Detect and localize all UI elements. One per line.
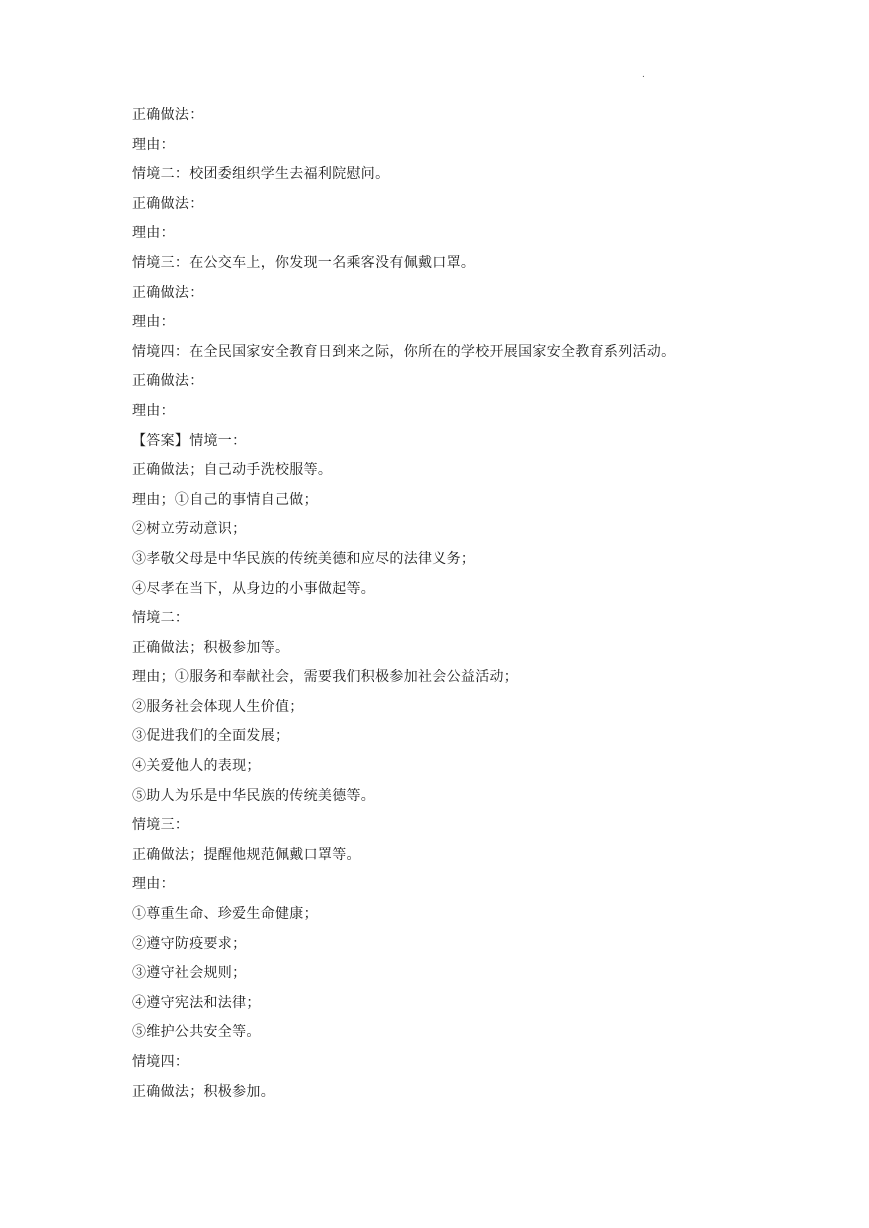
line-practice-2: 正确做法： [132, 195, 204, 212]
answer-3-practice: 正确做法；提醒他规范佩戴口罩等。 [132, 846, 361, 863]
line-practice-1: 正确做法： [132, 107, 204, 123]
line-scenario-4: 情境四：在全民国家安全教育日到来之际，你所在的学校开展国家安全教育系列活动。 [132, 343, 676, 360]
line-practice-4: 正确做法： [132, 373, 204, 390]
answer-3-heading: 情境三： [132, 817, 190, 834]
answer-2-reason-4: ④关爱他人的表现； [132, 758, 261, 775]
line-scenario-2: 情境二：校团委组织学生去福利院慰问。 [132, 166, 390, 183]
line-reason-1: 理由： [132, 136, 175, 153]
answer-3-reason-5: ⑤维护公共安全等。 [132, 1024, 261, 1041]
answer-4-practice: 正确做法；积极参加。 [132, 1083, 275, 1100]
answer-3-reason-1: ①尊重生命、珍爱生命健康； [132, 906, 318, 923]
document-body [132, 101, 832, 1107]
answer-1-reason-1: 理由；①自己的事情自己做； [132, 491, 318, 508]
line-scenario-3: 情境三：在公交车上，你发现一名乘客没有佩戴口罩。 [132, 254, 476, 271]
answer-2-reason-5: ⑤助人为乐是中华民族的传统美德等。 [132, 787, 376, 804]
line-reason-2: 理由： [132, 225, 175, 242]
answer-3-reason-label: 理由： [132, 876, 175, 893]
answer-1-practice: 正确做法；自己动手洗校服等。 [132, 462, 333, 479]
answer-heading: 【答案】情境一： [132, 432, 247, 449]
answer-1-reason-4: ④尽孝在当下，从身边的小事做起等。 [132, 580, 376, 597]
answer-1-reason-2: ②树立劳动意识； [132, 521, 247, 538]
answer-2-heading: 情境二： [132, 610, 190, 627]
header-mark: . [642, 70, 645, 80]
answer-2-reason-3: ③促进我们的全面发展； [132, 728, 290, 745]
line-practice-3: 正确做法： [132, 284, 204, 301]
line-reason-4: 理由： [132, 402, 175, 419]
answer-3-reason-2: ②遵守防疫要求； [132, 935, 247, 952]
answer-2-practice: 正确做法；积极参加等。 [132, 639, 290, 656]
line-reason-3: 理由： [132, 314, 175, 331]
answer-3-reason-4: ④遵守宪法和法律； [132, 994, 261, 1011]
answer-1-reason-3: ③孝敬父母是中华民族的传统美德和应尽的法律义务； [132, 550, 476, 567]
answer-2-reason-2: ②服务社会体现人生价值； [132, 698, 304, 715]
answer-2-reason-1: 理由；①服务和奉献社会，需要我们积极参加社会公益活动； [132, 669, 519, 686]
answer-3-reason-3: ③遵守社会规则； [132, 965, 247, 982]
answer-4-heading: 情境四： [132, 1054, 190, 1070]
